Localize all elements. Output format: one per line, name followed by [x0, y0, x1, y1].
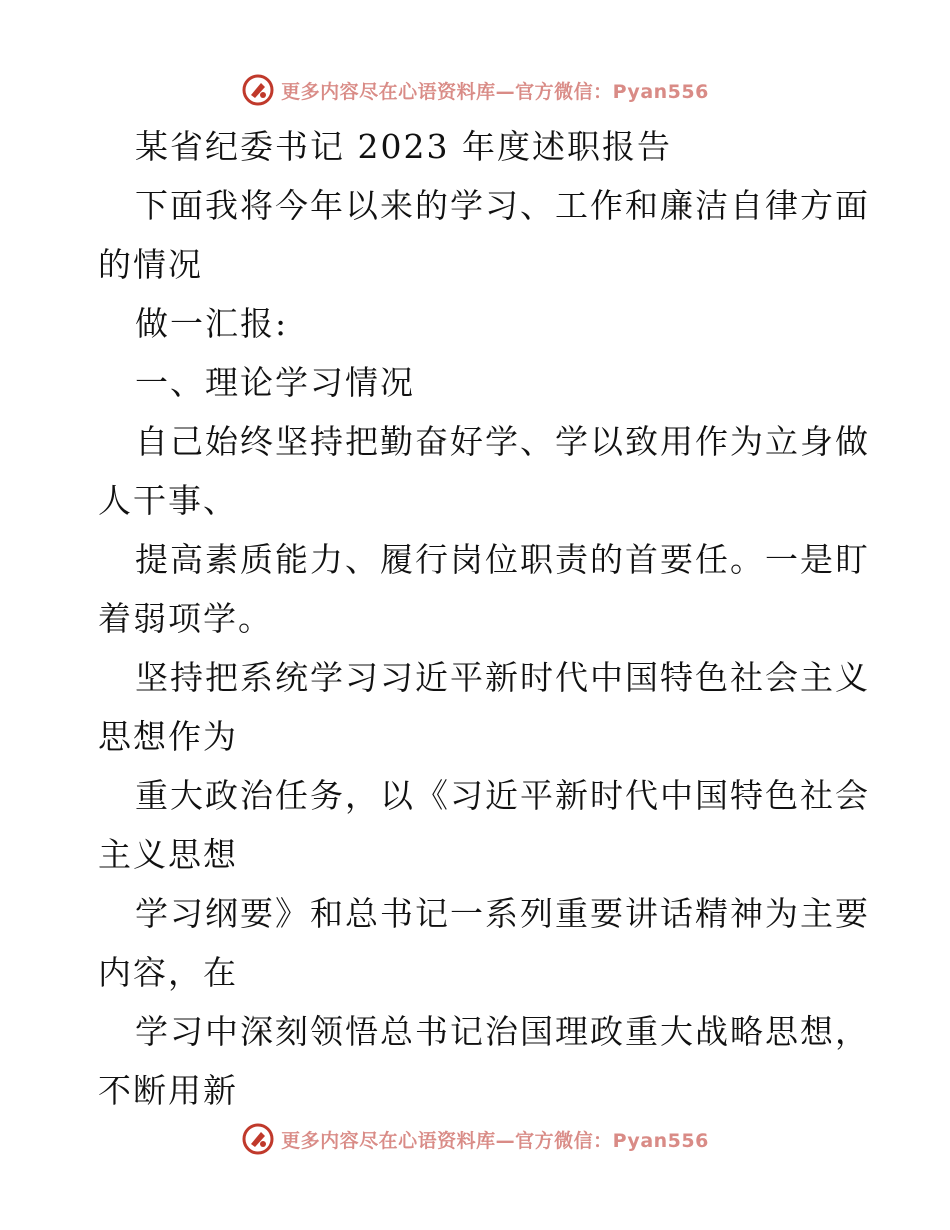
document-line: 自己始终坚持把勤奋好学、学以致用作为立身做 [135, 422, 870, 461]
document-body [98, 117, 870, 1120]
header-watermark [0, 70, 950, 110]
footer-watermark-text: 更多内容尽在心语资料库—官方微信：Pyan556 [281, 1129, 709, 1152]
document-line: 做一汇报: [135, 304, 289, 343]
document-line: 学习中深刻领悟总书记治国理政重大战略思想， [135, 1012, 870, 1051]
seal-logo-icon [241, 1122, 275, 1156]
document-line: 内容，在 [98, 953, 238, 992]
document-line: 提高素质能力、履行岗位职责的首要任。一是盯 [135, 540, 870, 579]
document-line: 思想作为 [98, 717, 238, 756]
document-line: 下面我将今年以来的学习、工作和廉洁自律方面 [135, 186, 870, 225]
document-line: 着弱项学。 [98, 599, 273, 638]
seal-logo-icon [241, 73, 275, 107]
document-line: 主义思想 [98, 835, 238, 874]
document-line: 重大政治任务，以《习近平新时代中国特色社会 [135, 776, 870, 815]
document-line: 人干事、 [98, 481, 238, 520]
document-line: 坚持把系统学习习近平新时代中国特色社会主义 [135, 658, 870, 697]
document-line: 一、理论学习情况 [135, 363, 415, 402]
footer-watermark [0, 1119, 950, 1159]
document-line: 某省纪委书记 2023 年度述职报告 [135, 127, 672, 166]
document-line: 的情况 [98, 245, 203, 284]
document-line: 学习纲要》和总书记一系列重要讲话精神为主要 [135, 894, 870, 933]
document-line: 不断用新 [98, 1071, 238, 1110]
header-watermark-text: 更多内容尽在心语资料库—官方微信：Pyan556 [281, 80, 709, 103]
